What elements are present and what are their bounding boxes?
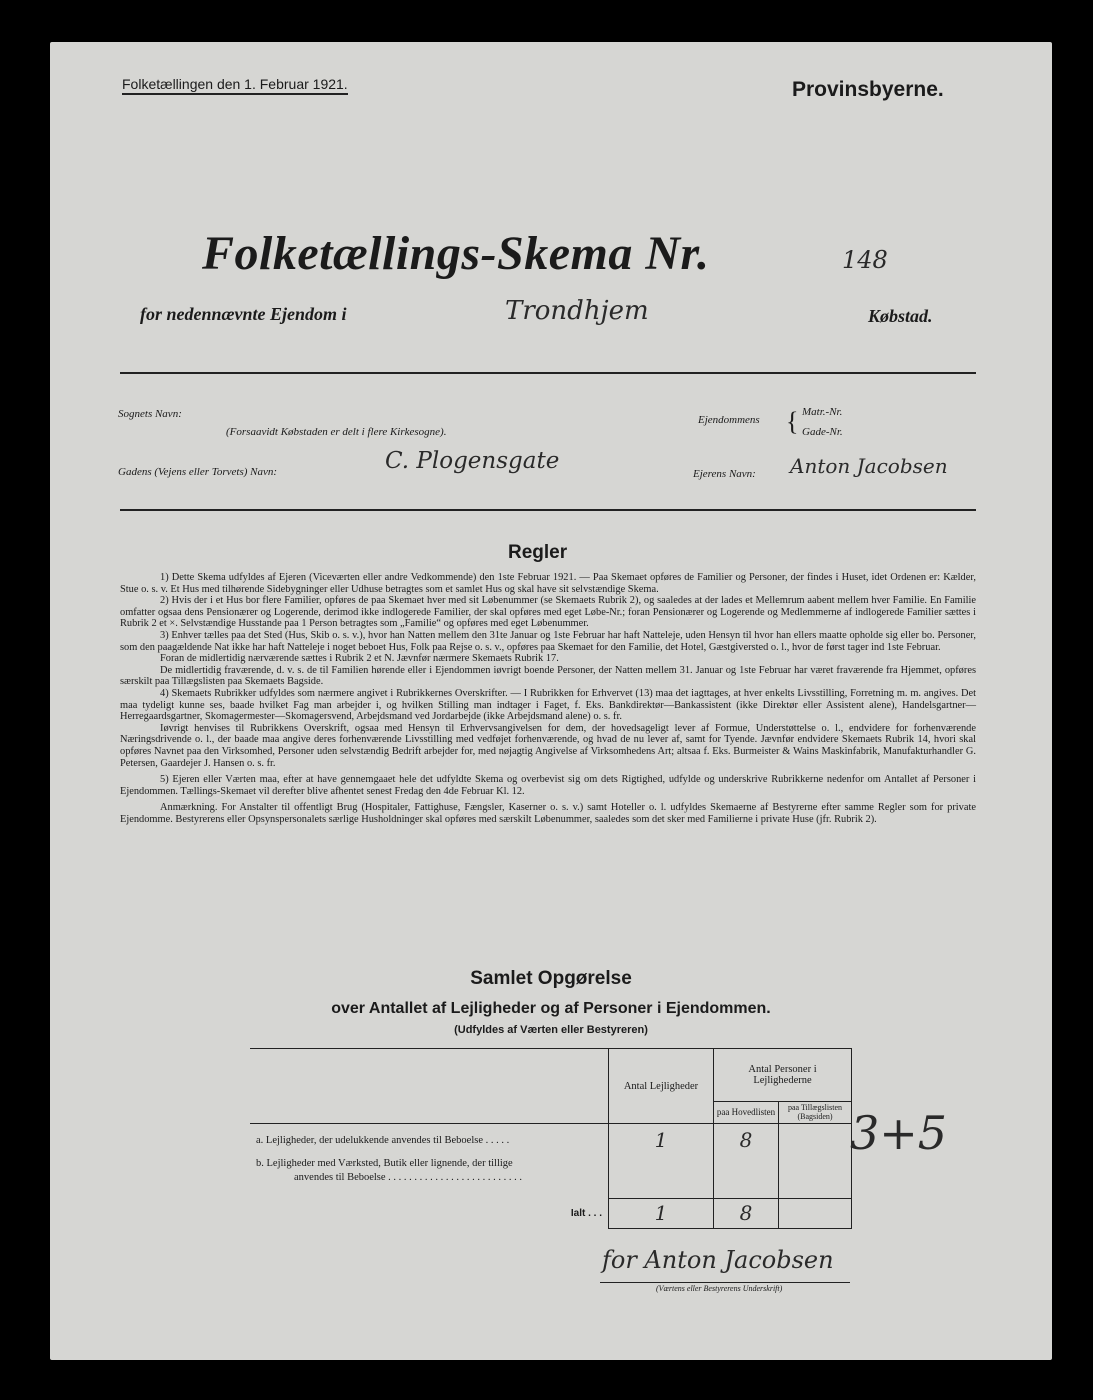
parish-label: Sognets Navn: bbox=[118, 408, 182, 420]
signature-caption: (Værtens eller Bestyrerens Underskrift) bbox=[656, 1284, 783, 1293]
rule-paragraph: 3) Enhver tælles paa det Sted (Hus, Skib o. s. v.), hvor han Natten mellem den 31te Januar og 1ste Februar har haft Natteleje, uden Hensyn til hvor han ellers maatte opholde sig eller bo. Personer, som den paagældende Nat ikke har haft Natteleje i noget beboet Hus, Folk paa Rejse o. s. v., opføres paa Skemaet for den Familie, det Hotel, Gæstgiversted o. l., hvor de først tager ind 1ste Februar. bbox=[120, 629, 976, 653]
kobstad-label: Købstad. bbox=[868, 306, 933, 326]
total-apartments: 1 bbox=[609, 1198, 714, 1228]
rule-paragraph: Iøvrigt henvises til Rubrikkens Overskrift, ogsaa med Hensyn til Erhvervsangivelsen for dem, der hovedsageligt lever af Formue, Understøttelse o. l., endvidere for forhenværende Næringsdrivende o. l., der baade maa angive deres forhenværende Livsstilling med vedføjet forhenværende, og hvad de nu lever af, samt for Tyende. Jævnfør endvidere Skemaets Rubrik 14, hvori skal opføres Navnet paa den Virksomhed, Personer uden selvstændig Bedrift arbejder for, med nøjagtig Angivelse af Virksomhedens Art; altsaa f. Eks. Burmeister & Wains Maskinfabrik, Manufakturhandler G. Petersen, Gaardejer J. Hansen o. s. fr. bbox=[120, 722, 976, 769]
row-b-apartments bbox=[609, 1156, 714, 1198]
signature-handwritten: for Anton Jacobsen bbox=[602, 1246, 834, 1274]
census-date-underline bbox=[122, 93, 348, 95]
census-form-sheet bbox=[50, 42, 1052, 1360]
rule-paragraph: 5) Ejeren eller Værten maa, efter at have gennemgaaet hele det udfyldte Skema og overbevist sig om dets Rigtighed, udfylde og underskrive Rubrikkerne nedenfor om Antallet af Personer i Ejendommen. Tællings-Skemaet vil derefter blive afhentet senest Fredag den 4de Februar Kl. 12. bbox=[120, 774, 976, 797]
row-a-label: a. Lejligheder, der udelukkende anvendes til Beboelse . . . . . bbox=[256, 1134, 510, 1146]
rule-paragraph: 2) Hvis der i et Hus bor flere Familier, opføres de paa Skemaet hver med sit Løbenummer (se Skemaets Rubrik 2), og saaledes at der lades et Mellemrum aabent mellem hver Familie. En Familie omfatter ogsaa dens Pensionærer og Logerende, derimod ikke indlogerede Familier, der skal opføres med eget Løbe-Nr.; foran Pensionærer og Logerende og Medlemmerne af indlogerede Familier sættes i Rubrik 2 et ×. Selvstændige Husstande paa 1 Person betragtes som „Familie“ og opføres med eget Løbenummer. bbox=[120, 595, 976, 630]
divider-top bbox=[120, 372, 976, 374]
total-label: Ialt . . . bbox=[570, 1207, 602, 1219]
main-list-header: paa Hovedlisten bbox=[714, 1101, 779, 1124]
census-date-text: Folketællingen den 1. Februar 1921. bbox=[122, 76, 348, 92]
summary-table bbox=[250, 1048, 852, 1229]
owner-handwritten: Anton Jacobsen bbox=[790, 454, 948, 478]
property-brace: { bbox=[786, 407, 799, 436]
total-main: 8 bbox=[714, 1198, 779, 1228]
region-label: Provinsbyerne. bbox=[792, 78, 944, 101]
margin-note-handwritten: 3+5 bbox=[850, 1106, 948, 1160]
rules-text bbox=[120, 572, 976, 825]
street-handwritten: C. Plogensgate bbox=[385, 448, 560, 474]
row-a-main: 8 bbox=[714, 1124, 779, 1157]
street-label: Gadens (Vejens eller Torvets) Navn: bbox=[118, 466, 278, 478]
summary-label-header-cell bbox=[250, 1049, 609, 1102]
property-label: Ejendommens bbox=[698, 414, 760, 426]
total-supp bbox=[779, 1198, 852, 1228]
persons-header: Antal Personer i Lejlighederne bbox=[714, 1049, 852, 1102]
row-b-supp bbox=[779, 1156, 852, 1198]
rule-paragraph: De midlertidig fraværende, d. v. s. de til Familien hørende eller i Ejendommen iøvrigt boende Personer, der Natten mellem 31. Januar og 1ste Februar har været fraværende fra Hjemmet, opføres særskilt paa Tillægslisten paa Skemaets Bagside. bbox=[120, 664, 976, 688]
parish-note: (Forsaavidt Købstaden er delt i flere Kirkesogne). bbox=[226, 426, 447, 438]
rule-paragraph: Foran de midlertidig nærværende sættes i Rubrik 2 et N. Jævnfør nærmere Skemaets Rubrik 17. bbox=[160, 653, 559, 665]
row-b-label bbox=[250, 1156, 609, 1198]
rule-paragraph: 1) Dette Skema udfyldes af Ejeren (Viceværten eller andre Vedkommende) den 1ste Februar 1921. — Paa Skemaet opføres de Familier og Personer, der findes i Huset, idet Ordenen er: Kælder, Stue o. s. v. Et Hus med tilhørende Sidebygninger eller Udhuse betragtes som et samlet Hus og skal have sit selvstændige Skema. bbox=[120, 572, 976, 595]
row-b-label-line2: anvendes til Beboelse . . . . . . . . . . . . . . . . . . . . . . . . . . bbox=[294, 1172, 523, 1183]
divider-fields bbox=[120, 509, 976, 511]
row-a-apartments: 1 bbox=[609, 1124, 714, 1157]
signature-line bbox=[600, 1282, 850, 1283]
apartments-header: Antal Lejligheder bbox=[609, 1049, 714, 1124]
town-handwritten: Trondhjem bbox=[505, 296, 649, 326]
row-b-label-line1: b. Lejligheder med Værksted, Butik eller lignende, der tillige bbox=[256, 1158, 513, 1169]
gade-label: Gade-Nr. bbox=[802, 426, 843, 438]
row-b-main bbox=[714, 1156, 779, 1198]
rules-heading: Regler bbox=[508, 542, 568, 563]
owner-label: Ejerens Navn: bbox=[693, 468, 756, 480]
rule-paragraph: Anmærkning. For Anstalter til offentligt Brug (Hospitaler, Fattighuse, Fængsler, Kaserner o. s. v.) samt Hoteller o. l. udfyldes Skemaerne af Bestyrerne efter samme Regler som for private Ejendomme. Bestyrerens eller Opsynspersonalets særlige Husholdninger skal opføres med særskilt Løbenummer, saaledes som det sker med Familierne i private Huse (jfr. Rubrik 2). bbox=[120, 802, 976, 825]
supplement-list-header: paa Tillægslisten (Bagsiden) bbox=[779, 1101, 852, 1124]
rule-paragraph: 4) Skemaets Rubrikker udfyldes som nærmere angivet i Rubrikkernes Overskrifter. — I Rubrikken for Erhvervet (13) maa det iagttages, at hver enkelts Livsstilling, Forretning m. m. angives. Det maa tydeligt kunne ses, baade hvilket Fag man arbejder i, og hvilken Stilling man indtager i Faget, f. Eks. Bankdirektør—Bankassistent (ikke Direktør eller Assistent alene), Handelsgartner—Herregaardsgartner, Skomagermester—Skomagersvend, Arbejdsmand ved Jordarbejde (ikke Arbejdsmand alene) o. s. fr. bbox=[120, 687, 976, 723]
matr-label: Matr.-Nr. bbox=[802, 406, 843, 418]
form-number-handwritten: 148 bbox=[842, 246, 888, 274]
summary-subheading: over Antallet af Lejligheder og af Personer i Ejendommen. bbox=[331, 1000, 771, 1017]
form-title-text: Folketællings-Skema Nr. bbox=[202, 227, 710, 280]
summary-note: (Udfyldes af Værten eller Bestyreren) bbox=[454, 1024, 648, 1036]
summary-heading: Samlet Opgørelse bbox=[470, 968, 632, 989]
form-title bbox=[202, 226, 710, 281]
property-prefix: for nedennævnte Ejendom i bbox=[140, 304, 347, 324]
census-date-line bbox=[122, 76, 348, 95]
row-a-supp bbox=[779, 1124, 852, 1157]
summary-label-subheader-cell bbox=[250, 1101, 609, 1124]
